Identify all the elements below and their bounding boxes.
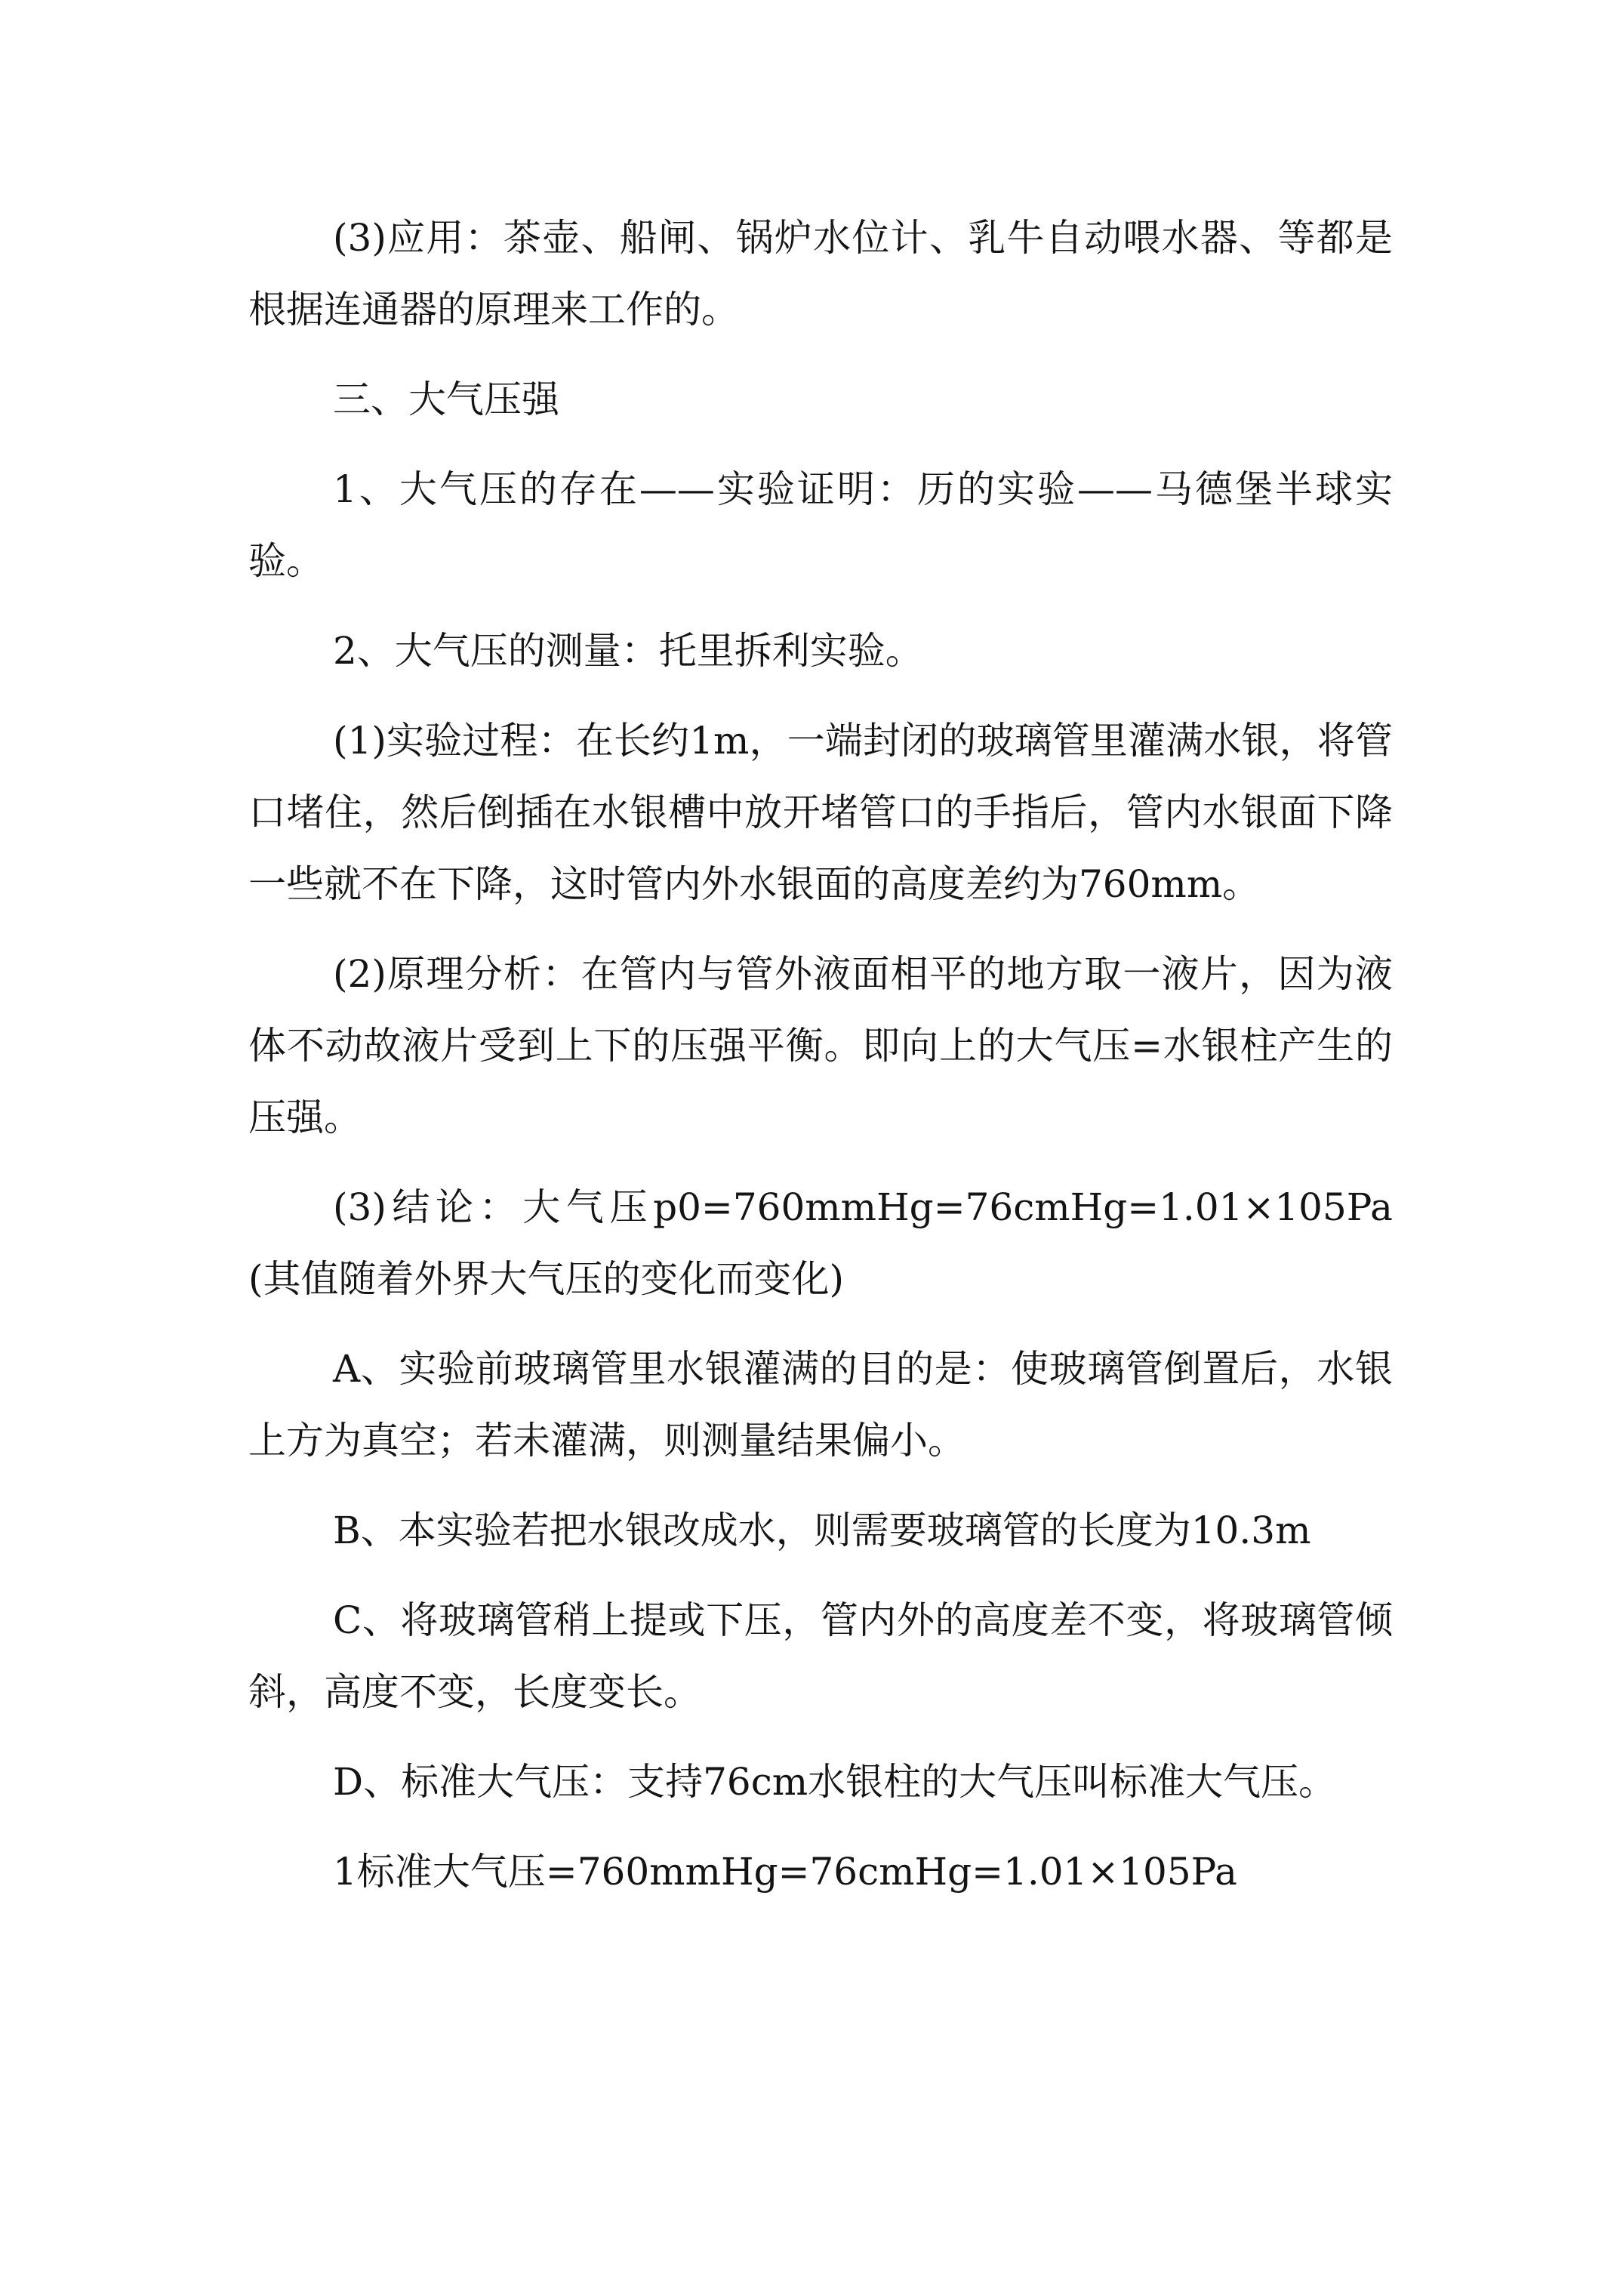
document-body (248, 202, 1393, 1926)
paragraph-standard-pressure: 1标准大气压=760mmHg=76cmHg=1.01×105Pa (333, 1850, 1237, 1894)
paragraph-conclusion: (3)结论：大气压p0=760mmHg=76cmHg=1.01×105Pa(其值随着外界大气压的变化而变化) (248, 1185, 1393, 1301)
paragraph-principle-analysis: (2)原理分析：在管内与管外液面相平的地方取一液片，因为液体不动故液片受到上下的压强平衡。即向上的大气压=水银柱产生的压强。 (248, 952, 1393, 1139)
paragraph-measurement: 2、大气压的测量：托里拆利实验。 (333, 629, 923, 673)
paragraph-application: (3)应用：茶壶、船闸、锅炉水位计、乳牛自动喂水器、等都是根据连通器的原理来工作的。 (248, 216, 1393, 331)
paragraph-note-b: B、本实验若把水银改成水，则需要玻璃管的长度为10.3m (333, 1509, 1311, 1552)
paragraph-note-d: D、标准大气压：支持76cm水银柱的大气压叫标准大气压。 (333, 1760, 1337, 1804)
paragraph-existence: 1、大气压的存在——实验证明：历的实验——马德堡半球实验。 (248, 467, 1393, 583)
paragraph-experiment-process: (1)实验过程：在长约1m，一端封闭的玻璃管里灌满水银，将管口堵住，然后倒插在水银槽中放开堵管口的手指后，管内水银面下降一些就不在下降，这时管内外水银面的高度差约为760mm。 (248, 719, 1393, 906)
paragraph-note-a: A、实验前玻璃管里水银灌满的目的是：使玻璃管倒置后，水银上方为真空；若未灌满，则测量结果偏小。 (248, 1347, 1393, 1462)
paragraph-note-c: C、将玻璃管稍上提或下压，管内外的高度差不变，将玻璃管倾斜，高度不变，长度变长。 (248, 1598, 1393, 1714)
section-heading-atmospheric-pressure: 三、大气压强 (333, 378, 559, 421)
